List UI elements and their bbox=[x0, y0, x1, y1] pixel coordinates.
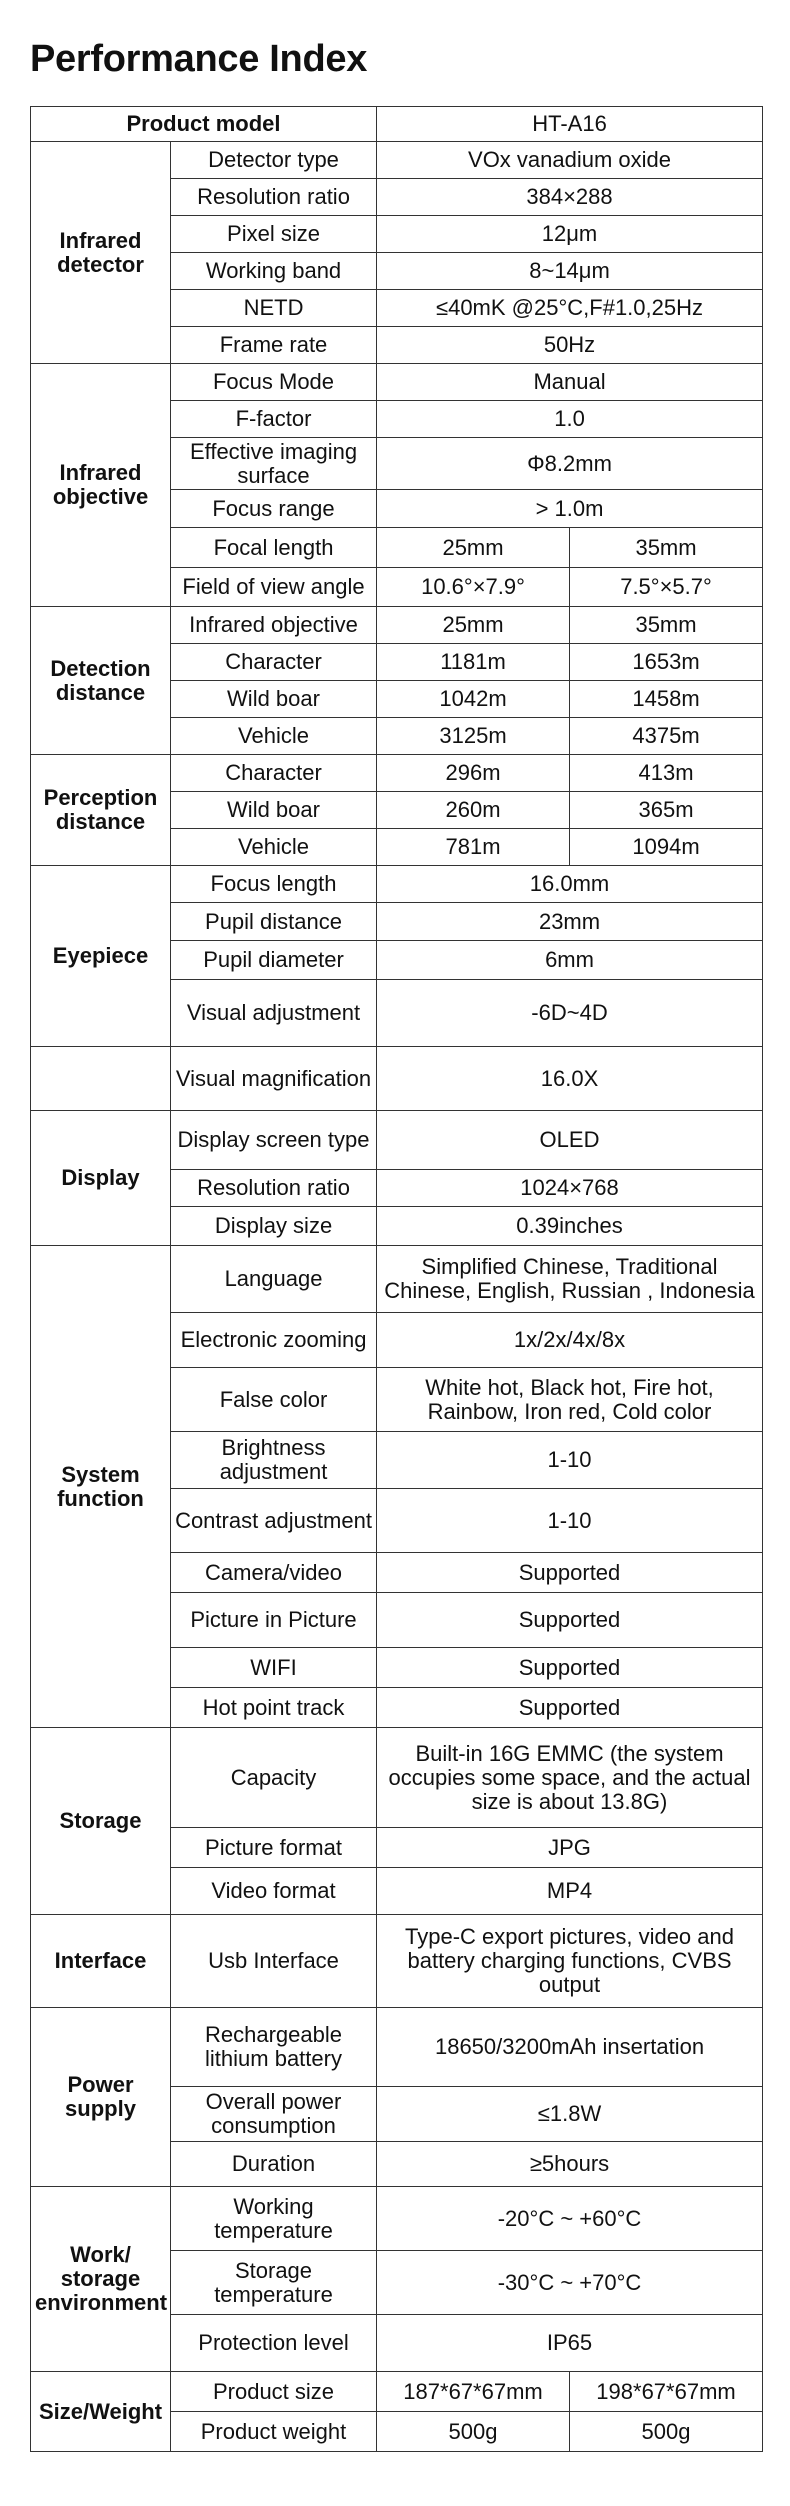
rechargeable-battery-value: 18650/3200mAh insertation bbox=[377, 2008, 763, 2087]
duration-value: ≥5hours bbox=[377, 2142, 763, 2187]
detection-character-value-b: 1653m bbox=[570, 644, 763, 681]
netd-value: ≤40mK @25°C,F#1.0,25Hz bbox=[377, 290, 763, 327]
picture-format-label: Picture format bbox=[171, 1828, 377, 1868]
perception-wild-boar-value-a: 260m bbox=[377, 792, 570, 829]
section-storage: Storage bbox=[31, 1728, 171, 1915]
netd-label: NETD bbox=[171, 290, 377, 327]
protection-level-label: Protection level bbox=[171, 2315, 377, 2372]
detection-vehicle-value-a: 3125m bbox=[377, 718, 570, 755]
detector-type-value: VOx vanadium oxide bbox=[377, 142, 763, 179]
visual-magnification-value: 16.0X bbox=[377, 1047, 763, 1111]
perception-wild-boar-value-b: 365m bbox=[570, 792, 763, 829]
picture-in-picture-value: Supported bbox=[377, 1593, 763, 1648]
page-title: Performance Index bbox=[30, 38, 368, 80]
table-row bbox=[31, 2372, 763, 2412]
section-infrared-detector: Infrared detector bbox=[31, 142, 171, 364]
frame-rate-label: Frame rate bbox=[171, 327, 377, 364]
table-row bbox=[31, 2008, 763, 2087]
product-weight-label: Product weight bbox=[171, 2412, 377, 2452]
wifi-value: Supported bbox=[377, 1648, 763, 1688]
product-size-value-a: 187*67*67mm bbox=[377, 2372, 570, 2412]
display-resolution-label: Resolution ratio bbox=[171, 1170, 377, 1207]
visual-adjustment-label: Visual adjustment bbox=[171, 980, 377, 1047]
section-detection-distance: Detection distance bbox=[31, 607, 171, 755]
product-weight-value-a: 500g bbox=[377, 2412, 570, 2452]
table-row bbox=[31, 866, 763, 903]
display-screen-type-value: OLED bbox=[377, 1111, 763, 1170]
detection-wild-boar-value-a: 1042m bbox=[377, 681, 570, 718]
frame-rate-value: 50Hz bbox=[377, 327, 763, 364]
section-display: Display bbox=[31, 1111, 171, 1246]
focus-range-value: > 1.0m bbox=[377, 490, 763, 528]
hot-point-track-label: Hot point track bbox=[171, 1688, 377, 1728]
detection-vehicle-label: Vehicle bbox=[171, 718, 377, 755]
brightness-adjustment-label: Brightness adjustment bbox=[171, 1432, 377, 1489]
duration-label: Duration bbox=[171, 2142, 377, 2187]
electronic-zooming-value: 1x/2x/4x/8x bbox=[377, 1313, 763, 1368]
resolution-ratio-value: 384×288 bbox=[377, 179, 763, 216]
focal-length-value-a: 25mm bbox=[377, 528, 570, 568]
pixel-size-label: Pixel size bbox=[171, 216, 377, 253]
visual-magnification-label: Visual magnification bbox=[171, 1047, 377, 1111]
storage-temperature-value: -30°C ~ +70°C bbox=[377, 2251, 763, 2315]
detector-type-label: Detector type bbox=[171, 142, 377, 179]
display-screen-type-label: Display screen type bbox=[171, 1111, 377, 1170]
perception-vehicle-value-b: 1094m bbox=[570, 829, 763, 866]
table-row bbox=[31, 607, 763, 644]
table-row bbox=[31, 2187, 763, 2251]
section-system-function: System function bbox=[31, 1246, 171, 1728]
perception-vehicle-label: Vehicle bbox=[171, 829, 377, 866]
picture-format-value: JPG bbox=[377, 1828, 763, 1868]
working-band-label: Working band bbox=[171, 253, 377, 290]
video-format-label: Video format bbox=[171, 1868, 377, 1915]
detection-wild-boar-label: Wild boar bbox=[171, 681, 377, 718]
effective-imaging-surface-value: Φ8.2mm bbox=[377, 438, 763, 490]
capacity-label: Capacity bbox=[171, 1728, 377, 1828]
storage-temperature-label: Storage temperature bbox=[171, 2251, 377, 2315]
capacity-value: Built-in 16G EMMC (the system occupies some space, and the actual size is about 13.8G) bbox=[377, 1728, 763, 1828]
detection-objective-label: Infrared objective bbox=[171, 607, 377, 644]
language-value: Simplified Chinese, Traditional Chinese, English, Russian , Indonesia bbox=[377, 1246, 763, 1313]
protection-level-value: IP65 bbox=[377, 2315, 763, 2372]
section-power-supply: Power supply bbox=[31, 2008, 171, 2187]
table-row bbox=[31, 1111, 763, 1170]
detection-character-value-a: 1181m bbox=[377, 644, 570, 681]
focal-length-label: Focal length bbox=[171, 528, 377, 568]
table-row bbox=[31, 1246, 763, 1313]
working-temperature-value: -20°C ~ +60°C bbox=[377, 2187, 763, 2251]
focus-mode-label: Focus Mode bbox=[171, 364, 377, 401]
hot-point-track-value: Supported bbox=[377, 1688, 763, 1728]
display-size-value: 0.39inches bbox=[377, 1207, 763, 1246]
field-of-view-angle-value-a: 10.6°×7.9° bbox=[377, 568, 570, 607]
focus-range-label: Focus range bbox=[171, 490, 377, 528]
rechargeable-battery-label: Rechargeable lithium battery bbox=[171, 2008, 377, 2087]
table-row bbox=[31, 1915, 763, 2008]
detection-vehicle-value-b: 4375m bbox=[570, 718, 763, 755]
f-factor-value: 1.0 bbox=[377, 401, 763, 438]
product-model-label: Product model bbox=[31, 107, 377, 142]
false-color-label: False color bbox=[171, 1368, 377, 1432]
product-weight-value-b: 500g bbox=[570, 2412, 763, 2452]
display-size-label: Display size bbox=[171, 1207, 377, 1246]
table-row bbox=[31, 1728, 763, 1828]
detection-character-label: Character bbox=[171, 644, 377, 681]
usb-interface-label: Usb Interface bbox=[171, 1915, 377, 2008]
brightness-adjustment-value: 1-10 bbox=[377, 1432, 763, 1489]
table-row bbox=[31, 364, 763, 401]
table-row bbox=[31, 1047, 763, 1111]
section-size-weight: Size/Weight bbox=[31, 2372, 171, 2452]
power-consumption-label: Overall power consumption bbox=[171, 2087, 377, 2142]
focus-mode-value: Manual bbox=[377, 364, 763, 401]
picture-in-picture-label: Picture in Picture bbox=[171, 1593, 377, 1648]
field-of-view-angle-value-b: 7.5°×5.7° bbox=[570, 568, 763, 607]
detection-objective-value-a: 25mm bbox=[377, 607, 570, 644]
table-row bbox=[31, 107, 763, 142]
empty-section-cell bbox=[31, 1047, 171, 1111]
product-model-value: HT-A16 bbox=[377, 107, 763, 142]
pixel-size-value: 12μm bbox=[377, 216, 763, 253]
section-perception-distance: Perception distance bbox=[31, 755, 171, 866]
focus-length-label: Focus length bbox=[171, 866, 377, 903]
video-format-value: MP4 bbox=[377, 1868, 763, 1915]
wifi-label: WIFI bbox=[171, 1648, 377, 1688]
perception-character-label: Character bbox=[171, 755, 377, 792]
table-row bbox=[31, 142, 763, 179]
product-size-value-b: 198*67*67mm bbox=[570, 2372, 763, 2412]
effective-imaging-surface-label: Effective imaging surface bbox=[171, 438, 377, 490]
product-size-label: Product size bbox=[171, 2372, 377, 2412]
perception-character-value-a: 296m bbox=[377, 755, 570, 792]
table-row bbox=[31, 755, 763, 792]
performance-table bbox=[30, 106, 763, 2452]
perception-character-value-b: 413m bbox=[570, 755, 763, 792]
detection-objective-value-b: 35mm bbox=[570, 607, 763, 644]
section-interface: Interface bbox=[31, 1915, 171, 2008]
pupil-distance-label: Pupil distance bbox=[171, 903, 377, 941]
working-band-value: 8~14μm bbox=[377, 253, 763, 290]
working-temperature-label: Working temperature bbox=[171, 2187, 377, 2251]
camera-video-label: Camera/video bbox=[171, 1553, 377, 1593]
contrast-adjustment-label: Contrast adjustment bbox=[171, 1489, 377, 1553]
section-eyepiece: Eyepiece bbox=[31, 866, 171, 1047]
electronic-zooming-label: Electronic zooming bbox=[171, 1313, 377, 1368]
pupil-distance-value: 23mm bbox=[377, 903, 763, 941]
display-resolution-value: 1024×768 bbox=[377, 1170, 763, 1207]
false-color-value: White hot, Black hot, Fire hot, Rainbow, Iron red, Cold color bbox=[377, 1368, 763, 1432]
visual-adjustment-value: -6D~4D bbox=[377, 980, 763, 1047]
section-work-storage-environment: Work/ storage environment bbox=[31, 2187, 171, 2372]
focal-length-value-b: 35mm bbox=[570, 528, 763, 568]
usb-interface-value: Type-C export pictures, video and battery charging functions, CVBS output bbox=[377, 1915, 763, 2008]
language-label: Language bbox=[171, 1246, 377, 1313]
f-factor-label: F-factor bbox=[171, 401, 377, 438]
perception-wild-boar-label: Wild boar bbox=[171, 792, 377, 829]
power-consumption-value: ≤1.8W bbox=[377, 2087, 763, 2142]
detection-wild-boar-value-b: 1458m bbox=[570, 681, 763, 718]
field-of-view-angle-label: Field of view angle bbox=[171, 568, 377, 607]
section-infrared-objective: Infrared objective bbox=[31, 364, 171, 607]
resolution-ratio-label: Resolution ratio bbox=[171, 179, 377, 216]
contrast-adjustment-value: 1-10 bbox=[377, 1489, 763, 1553]
pupil-diameter-value: 6mm bbox=[377, 941, 763, 980]
perception-vehicle-value-a: 781m bbox=[377, 829, 570, 866]
camera-video-value: Supported bbox=[377, 1553, 763, 1593]
focus-length-value: 16.0mm bbox=[377, 866, 763, 903]
pupil-diameter-label: Pupil diameter bbox=[171, 941, 377, 980]
